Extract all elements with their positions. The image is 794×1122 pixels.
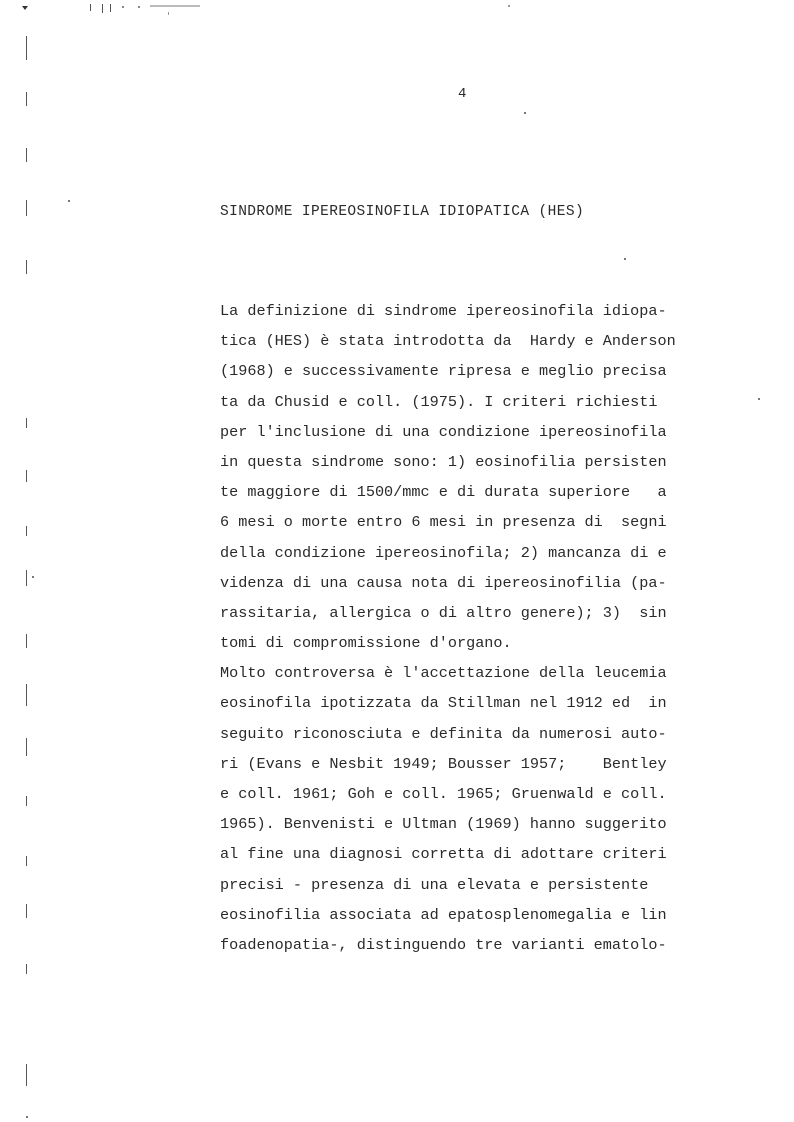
text-line: eosinofila ipotizzata da Stillman nel 1912 ed in [220, 694, 667, 713]
margin-scan-marks [22, 0, 42, 1122]
text-line: e coll. 1961; Goh e coll. 1965; Gruenwald e coll. [220, 785, 667, 803]
text-line: precisi - presenza di una elevata e persistente [220, 875, 649, 894]
text-line: Molto controversa è l'accettazione della leucemia [220, 664, 667, 683]
text-line: al fine una diagnosi corretta di adottare criteri [220, 845, 667, 864]
scan-dot [758, 398, 760, 400]
text-line: rassitaria, allergica o di altro genere); 3) sin [220, 603, 667, 622]
text-line: 1965). Benvenisti e Ultman (1969) hanno suggerito [220, 815, 667, 834]
text-line: della condizione ipereosinofila; 2) mancanza di e [220, 543, 667, 562]
text-line: ta da Chusid e coll. (1975). I criteri richiesti [220, 392, 658, 411]
section-heading: SINDROME IPEREOSINOFILA IDIOPATICA (HES) [220, 204, 585, 220]
text-line: (1968) e successivamente ripresa e meglio precisa [220, 362, 667, 381]
scan-dot [624, 258, 626, 260]
text-line: in questa sindrome sono: 1) eosinofilia persisten [220, 452, 667, 471]
body-text [220, 296, 700, 960]
text-line: eosinofilia associata ad epatosplenomegalia e lin [220, 905, 667, 924]
page-number: 4 [458, 86, 467, 102]
text-line: ri (Evans e Nesbit 1949; Bousser 1957; Bentley [220, 754, 667, 773]
text-line: per l'inclusione di una condizione ipereosinofila [220, 422, 667, 441]
scan-dot [524, 112, 526, 114]
text-line: tica (HES) è stata introdotta da Hardy e Anderson [220, 332, 676, 351]
text-line: La definizione di sindrome ipereosinofila idiopa- [220, 302, 667, 320]
text-line: te maggiore di 1500/mmc e di durata superiore a [220, 483, 667, 502]
text-line: seguito riconosciuta e definita da numerosi auto- [220, 724, 667, 743]
scan-noise-top [20, 2, 520, 16]
text-line: tomi di compromissione d'organo. [220, 634, 512, 653]
text-line: 6 mesi o morte entro 6 mesi in presenza di segni [220, 513, 667, 532]
text-line: foadenopatia-, distinguendo tre varianti ematolo- [220, 935, 667, 954]
text-line: videnza di una causa nota di ipereosinofilia (pa- [220, 573, 667, 592]
